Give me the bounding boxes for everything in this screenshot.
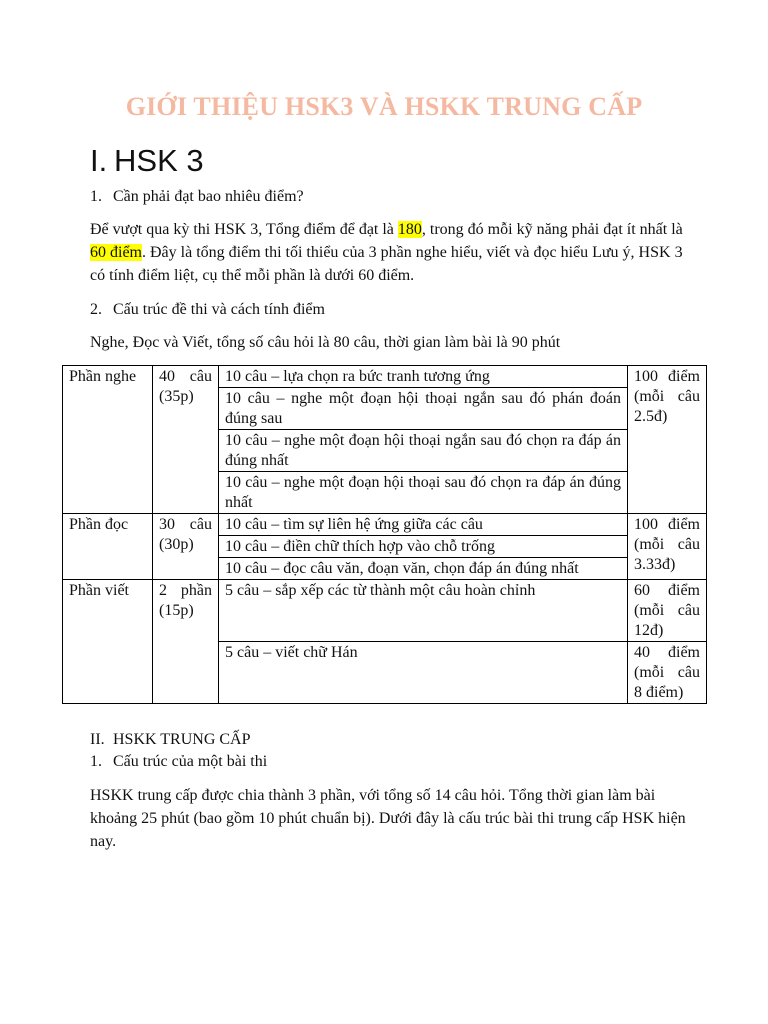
subheading-text: Cấu trúc của một bài thi xyxy=(113,753,268,770)
subheading-hskk-structure xyxy=(90,750,267,773)
table-row xyxy=(63,366,707,388)
count-cell: 2 phần (15p) xyxy=(153,580,219,704)
item-cell: 10 câu – nghe một đoạn hội thoại ngắn sau đó chọn ra đáp án đúng nhất xyxy=(219,430,628,472)
section-2-heading xyxy=(90,728,251,751)
subheading-number: 1. xyxy=(90,188,102,205)
item-cell: 10 câu – tìm sự liên hệ ứng giữa các câu xyxy=(219,514,628,536)
score-cell: 40 điểm (mỗi câu 8 điểm) xyxy=(628,642,707,704)
count-cell: 30 câu (30p) xyxy=(153,514,219,580)
item-cell: 10 câu – điền chữ thích hợp vào chỗ trống xyxy=(219,536,628,558)
subheading-number: 2. xyxy=(90,301,102,318)
score-cell: 100 điểm (mỗi câu 3.33đ) xyxy=(628,514,707,580)
section-1-title: HSK 3 xyxy=(114,143,204,178)
table-row xyxy=(63,514,707,536)
part-cell: Phần nghe xyxy=(63,366,153,514)
section-2-number: II. xyxy=(90,731,105,748)
item-cell: 5 câu – sắp xếp các từ thành một câu hoàn chỉnh xyxy=(219,580,628,642)
exam-structure-table xyxy=(62,365,707,704)
hskk-paragraph: HSKK trung cấp được chia thành 3 phần, với tổng số 14 câu hỏi. Tổng thời gian làm bài khoảng 25 phút (bao gồm 10 phút chuẩn bị). Dưới đây là cấu trúc bài thi trung cấp HSK hiện nay. xyxy=(90,787,686,850)
points-paragraph xyxy=(90,218,690,287)
subheading-text: Cấu trúc đề thi và cách tính điểm xyxy=(113,301,325,318)
subheading-points xyxy=(90,185,304,208)
paragraph-text: Để vượt qua kỳ thi HSK 3, Tổng điểm để đạt là xyxy=(90,221,398,238)
subheading-text: Cần phải đạt bao nhiêu điểm? xyxy=(113,188,304,205)
item-cell: 10 câu – nghe một đoạn hội thoại ngắn sau đó phán đoán đúng sau xyxy=(219,388,628,430)
structure-paragraph: Nghe, Đọc và Viết, tổng số câu hỏi là 80 câu, thời gian làm bài là 90 phút xyxy=(90,334,561,351)
item-cell: 10 câu – nghe một đoạn hội thoại sau đó chọn ra đáp án đúng nhất xyxy=(219,472,628,514)
score-cell: 100 điểm (mỗi câu 2.5đ) xyxy=(628,366,707,514)
subheading-number: 1. xyxy=(90,753,102,770)
section-1-heading xyxy=(90,143,204,179)
item-cell: 10 câu – đọc câu văn, đoạn văn, chọn đáp án đúng nhất xyxy=(219,558,628,580)
section-2-title: HSKK TRUNG CẤP xyxy=(113,731,251,748)
document-title: GIỚI THIỆU HSK3 VÀ HSKK TRUNG CẤP xyxy=(125,92,643,121)
highlight-total-score: 180 xyxy=(397,221,422,238)
paragraph-text: , trong đó mỗi kỹ năng phải đạt ít nhất là xyxy=(421,221,683,238)
subheading-structure xyxy=(90,298,325,321)
item-cell: 5 câu – viết chữ Hán xyxy=(219,642,628,704)
score-cell: 60 điểm (mỗi câu 12đ) xyxy=(628,580,707,642)
paragraph-text: . Đây là tổng điểm thi tối thiểu của 3 phần nghe hiểu, viết và đọc hiểu Lưu ý, HSK 3 có tính điểm liệt, cụ thể mỗi phần là dưới 60 điểm. xyxy=(90,244,683,284)
section-1-number: I. xyxy=(90,143,108,178)
item-cell: 10 câu – lựa chọn ra bức tranh tương ứng xyxy=(219,366,628,388)
count-cell: 40 câu (35p) xyxy=(153,366,219,514)
part-cell: Phần viết xyxy=(63,580,153,704)
highlight-min-score: 60 điểm xyxy=(90,244,142,261)
table-row xyxy=(63,580,707,642)
part-cell: Phần đọc xyxy=(63,514,153,580)
